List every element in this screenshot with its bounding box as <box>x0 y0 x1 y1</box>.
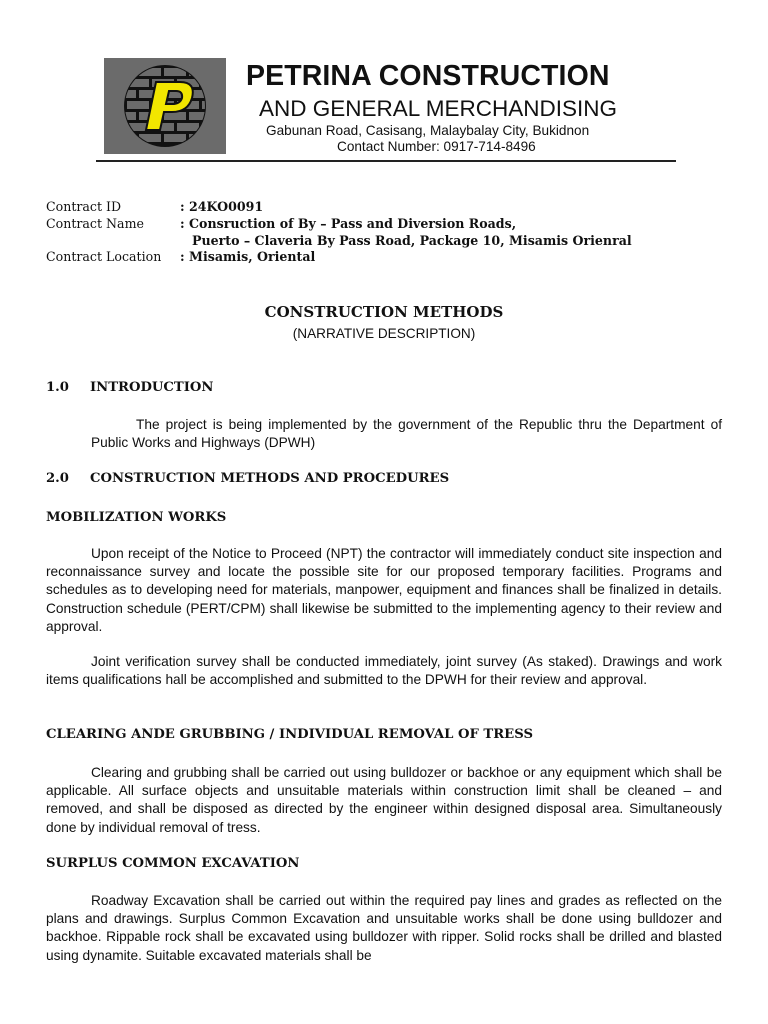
subheading-mobilization: MOBILIZATION WORKS <box>46 510 227 525</box>
brick-circle-p-logo-icon <box>104 58 226 154</box>
company-logo <box>104 58 226 154</box>
company-name: PETRINA CONSTRUCTION <box>246 60 610 92</box>
section-number: 1.0 <box>46 380 69 395</box>
company-contact: Contact Number: 0917-714-8496 <box>337 139 536 154</box>
contract-location-value: : Misamis, Oriental <box>180 249 316 265</box>
mobilization-paragraph-1: Upon receipt of the Notice to Proceed (NPT) the contractor will immediately conduct site inspection and reconnaissance survey and locate the possible site for our proposed temporary facilities. Programs and schedules as to developing need for materials, manpower, equipment and finances shall be finalized in details. Construction schedule (PERT/CPM) shall likewise be submitted to the implementing agency to their review and approval. <box>46 546 722 634</box>
introduction-paragraph: The project is being implemented by the government of the Republic thru the Department of Public Works and Highways (DPWH) <box>91 417 722 451</box>
header-divider <box>96 160 676 162</box>
subheading-surplus-excavation: SURPLUS COMMON EXCAVATION <box>46 856 300 871</box>
contract-location-label: Contract Location <box>46 249 162 265</box>
document-subtitle: (NARRATIVE DESCRIPTION) <box>292 326 476 341</box>
contract-id-value: : 24KO0091 <box>180 199 264 214</box>
surplus-paragraph: Roadway Excavation shall be carried out within the required pay lines and grades as reflected on the plans and drawings. Surplus Common Excavation and unsuitable works shall be done using bulldozer and backhoe. Rippable rock shall be excavated using bulldozer with ripper. Solid rocks shall be drilled and blasted using dynamite. Suitable excavated materials shall be <box>46 893 722 963</box>
company-address: Gabunan Road, Casisang, Malaybalay City, Bukidnon <box>266 123 590 138</box>
section-heading-introduction <box>46 380 213 395</box>
section-number: 2.0 <box>46 471 69 486</box>
contract-id-label: Contract ID <box>46 199 122 214</box>
section-title: INTRODUCTION <box>90 380 214 395</box>
section-heading-methods <box>46 471 449 486</box>
document-title: CONSTRUCTION METHODS <box>264 303 504 321</box>
section-title: CONSTRUCTION METHODS AND PROCEDURES <box>90 471 450 486</box>
mobilization-paragraph-2: Joint verification survey shall be conducted immediately, joint survey (As staked). Drawings and work items qualifications hall be accomplished and submitted to the DPWH for their review and approval. <box>46 654 722 688</box>
contract-name-label: Contract Name <box>46 215 144 231</box>
contract-name-value-cont: Puerto – Claveria By Pass Road, Package 10, Misamis Orienral <box>192 232 632 248</box>
clearing-paragraph: Clearing and grubbing shall be carried out using bulldozer or backhoe or any equipment which shall be applicable. All surface objects and unsuitable materials within construction limit shall be cleaned – and removed, and shall be disposed as directed by the engineer within designed disposal area. Simultaneously done by individual removal of tress. <box>46 765 722 835</box>
subheading-clearing: CLEARING ANDE GRUBBING / INDIVIDUAL REMOVAL OF TRESS <box>46 727 533 742</box>
company-subtitle: AND GENERAL MERCHANDISING <box>259 96 617 121</box>
contract-name-value: : Consruction of By – Pass and Diversion Roads, <box>180 215 517 231</box>
